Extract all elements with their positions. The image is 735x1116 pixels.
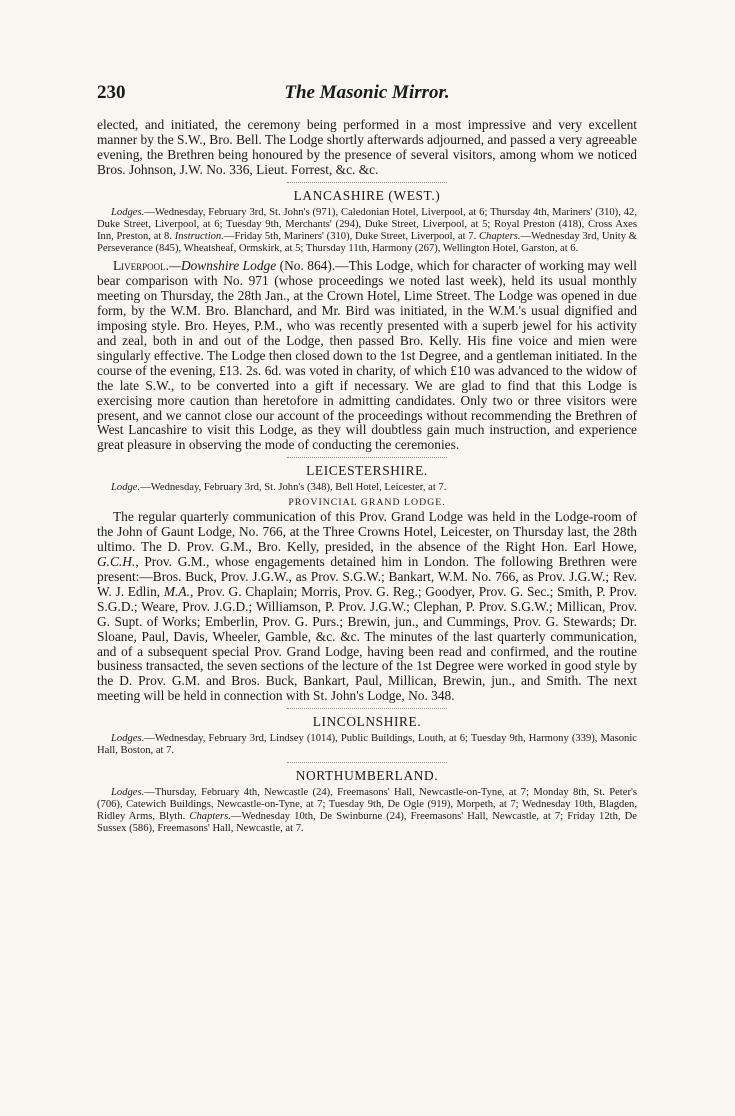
notice-text: —Thursday, February 4th, Newcastle (24), Freemasons' Hall, Newcastle-on-Tyne, at 7; Monday 8th, St. Peter's (706), Catewich Buildings, Newcastle-on-Tyne, at 7; Tuesday 9th, De Ogle (919), Morpeth, at 7; Wednesday 10th, Blagden, Ridley Arms, Blyth. xyxy=(97,786,637,823)
notice-text: —Wednesday 10th, De Swinburne (24), Freemasons' Hall, Newcastle, at 7; Friday 12th, De Sussex (586), Freemasons' Hall, Newcastle, at 7. xyxy=(97,811,637,835)
notice-label: Chapters. xyxy=(478,231,521,243)
running-title: The Masonic Mirror. xyxy=(284,82,450,103)
notice-label: Lodges. xyxy=(111,206,145,218)
article-column xyxy=(97,118,637,835)
section-divider xyxy=(287,182,447,183)
page-number: 230 xyxy=(97,82,126,103)
lancashire-lodges-notice xyxy=(97,207,637,256)
notice-label: Lodge. xyxy=(111,482,141,494)
notice-text: —Wednesday, February 3rd, St. John's (348), Bell Hotel, Leicester, at 7. xyxy=(140,482,447,494)
notice-text: —Wednesday, February 3rd, Lindsey (1014), Public Buildings, Louth, at 6; Tuesday 9th, Harmony (339), Masonic Hall, Boston, at 7. xyxy=(97,733,637,757)
section-divider xyxy=(287,762,447,763)
continued-paragraph: elected, and initiated, the ceremony being performed in a most impressive and very excellent manner by the S.W., Bro. Bell. The Lodge shortly afterwards adjourned, and passed a very agreeable evening, the Brethren being honoured by the presence of several visitors, among whom we noticed Bros. Johnson, J.W. No. 336, Lieut. Forrest, &c. &c. xyxy=(97,117,637,177)
notice-label: Instruction. xyxy=(174,231,224,243)
report-text: , Prov. G. Chaplain; Morris, Prov. G. Reg.; Goodyer, Prov. G. Sec.; Smith, P. Prov. S.G.D.; Weare, Prov. J.G.D.; Williamson, P. Prov. J.G.W.; Clephan, P. Prov. S.G.W.; Millican, Prov. G. Supt. of Works; Emberlin, Prov. G. Purs.; Brewin, jun., and Cummings, Prov. G. Stewards; Dr. Sloane, Paul, Davis, Wheeler, Gamble, &c. &c. The minutes of the last quarterly communication, and of a subsequent special Prov. Grand Lodge, having been read and confirmed, and the routine business transacted, the seven sections of the lecture of the 1st Degree were worked in good style by the D. Prov. G.M. and Bros. Buck, Bankart, Paul, Millican, Brewin, jun., and Smith. The next meeting will be held in connection with St. John's Lodge, No. 348. xyxy=(97,583,638,704)
notice-text: —Friday 5th, Mariners' (310), Duke Street, Liverpool, at 7. xyxy=(223,231,477,243)
notice-label: Lodges. xyxy=(111,733,145,745)
section-divider xyxy=(287,708,447,709)
lodge-name: —Downshire Lodge xyxy=(169,258,277,274)
section-heading-northumberland: NORTHUMBERLAND. xyxy=(295,767,439,783)
provincial-grand-lodge-report xyxy=(97,510,637,704)
section-divider xyxy=(287,457,447,458)
section-heading-leicestershire: LEICESTERSHIRE. xyxy=(306,463,428,479)
report-text: The regular quarterly communication of this Prov. Grand Lodge was held in the Lodge-room of the John of Gaunt Lodge, No. 766, at the Three Crowns Hotel, Leicester, on Thursday last, the 28th ultimo. The D. Prov. G.M., Bro. Kelly, presided, in the absence of the Right Hon. Earl Howe, xyxy=(97,509,637,555)
honorific: M.A. xyxy=(163,583,190,599)
section-heading-lancashire-west: LANCASHIRE (WEST.) xyxy=(293,187,441,203)
running-header xyxy=(97,82,637,106)
notice-text: —Wednesday 3rd, Unity & Perseverance (845), Wheatsheaf, Ormskirk, at 5; Thursday 11th, Harmony (267), Wellington Hotel, Garston, at 6. xyxy=(97,231,637,255)
lincolnshire-lodges-notice xyxy=(97,733,637,757)
report-text: , Prov. G.M., whose engagements detained him in London. The following Brethren were present:—Bros. Buck, Prov. J.G.W., as Prov. S.G.W.; Bankart, W.M. No. 766, as Prov. J.G.W.; Rev. W. J. Edlin, xyxy=(97,554,637,599)
report-text: (No. 864).—This Lodge, which for character of working may well bear comparison with No. 971 (whose proceedings we noted last week), held its usual monthly meeting on Thursday, the 28th Jan., at the Crown Hotel, Lime Street. The Lodge was opened in due form, by the W.M. Bro. Blanchard, and Mr. Bird was initiated, in the W.M.'s usual dignified and imposing style. Bro. Heyes, P.M., who was recently presented with a superb jewel for his activity and zeal, both in and out of the Lodge, then passed Bro. Kelly. His fine voice and mien were singularly effective. The Lodge then closed down to the 1st Degree, and a gentleman initiated. In the course of the evening, £13. 2s. 6d. was voted in charity, of which £10 was advanced to the widow of the late S.W., to be converted into a gift if necessary. We are glad to find that this Lodge is exercising more caution than heretofore in admitting candidates. Only two or three visitors were present, and we cannot close our account of the proceedings without recommending the Brethren of West Lancashire to visit this Lodge, as they will doubtless gain much instruction, and experience great pleasure in observing the mode of conducting the ceremonies. xyxy=(97,258,637,453)
northumberland-lodges-notice xyxy=(97,787,637,836)
honorific: G.C.H. xyxy=(97,554,136,570)
notice-label: Chapters. xyxy=(189,811,231,823)
notice-text: —Wednesday, February 3rd, St. John's (971), Caledonian Hotel, Liverpool, at 6; Thursday 4th, Mariners' (310), 42, Duke Street, Liverpool, at 6; Tuesday 9th, Merchants' (294), Duke Street, Liverpool, at 5; Royal Preston (418), Cross Axes Inn, Preston, at 8. xyxy=(97,206,637,243)
subheading-provincial-grand-lodge: PROVINCIAL GRAND LODGE. xyxy=(288,497,446,509)
place-name: Liverpool. xyxy=(113,258,170,274)
leicestershire-lodge-notice xyxy=(97,482,637,494)
notice-label: Lodges. xyxy=(111,786,145,798)
section-heading-lincolnshire: LINCOLNSHIRE. xyxy=(312,714,422,730)
liverpool-report xyxy=(97,259,637,453)
